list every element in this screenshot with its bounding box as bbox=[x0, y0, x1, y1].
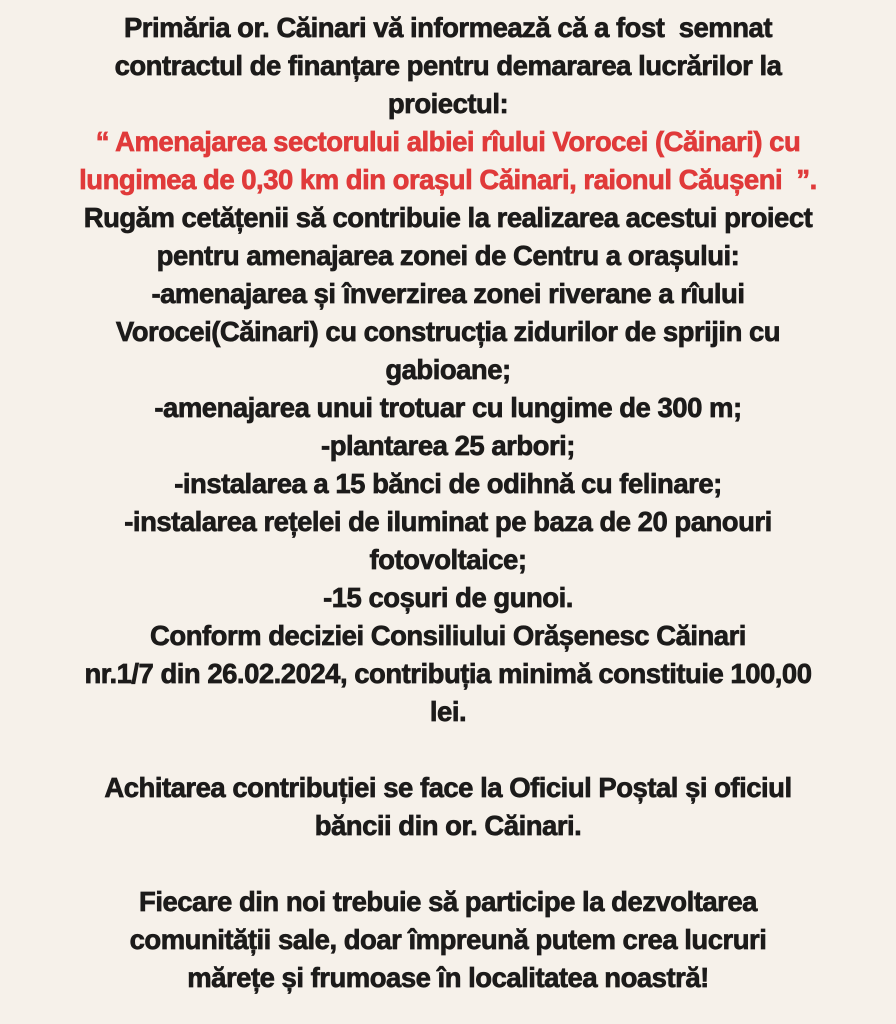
text-line: Rugăm cetățenii să contribuie la realizarea acestui proiect bbox=[83, 202, 813, 233]
text-line: proiectul: bbox=[387, 88, 509, 119]
text-line: lei. bbox=[429, 696, 467, 727]
text-line: -amenajarea și înverzirea zonei riverane a rîului bbox=[151, 278, 745, 309]
text-line: -instalarea a 15 bănci de odihnă cu felinare; bbox=[174, 468, 722, 499]
text-line: Primăria or. Căinari vă informează că a fost semnat bbox=[123, 12, 773, 43]
text-line: băncii din or. Căinari. bbox=[314, 810, 582, 841]
text-line: -amenajarea unui trotuar cu lungime de 300 m; bbox=[154, 392, 742, 423]
text-line: mărețe și frumoase în localitatea noastră! bbox=[187, 962, 709, 993]
project-title-paragraph bbox=[10, 123, 886, 199]
text-line: Achitarea contribuției se face la Oficiul Poștal și oficiul bbox=[104, 772, 792, 803]
text-line: -instalarea rețelei de iluminat pe baza de 20 panouri bbox=[124, 506, 772, 537]
closing-paragraph bbox=[10, 883, 886, 997]
text-line: contractul de finanțare pentru demararea lucrărilor la bbox=[114, 50, 782, 81]
text-line: -plantarea 25 arbori; bbox=[321, 430, 575, 461]
text-line: “ Amenajarea sectorului albiei rîului Vorocei (Căinari) cu bbox=[95, 126, 801, 157]
text-line: lungimea de 0,30 km din orașul Căinari, raionul Căușeni ”. bbox=[79, 164, 817, 195]
text-line: Vorocei(Căinari) cu construcția zidurilor de sprijin cu bbox=[115, 316, 781, 347]
text-line: gabioane; bbox=[385, 354, 511, 385]
text-line: -15 coșuri de gunoi. bbox=[323, 582, 573, 613]
text-line: pentru amenajarea zonei de Centru a orașului: bbox=[156, 240, 740, 271]
payment-paragraph bbox=[10, 769, 886, 845]
intro-paragraph bbox=[10, 9, 886, 123]
text-line: fotovoltaice; bbox=[369, 544, 527, 575]
text-line: Fiecare din noi trebuie să participe la dezvoltarea bbox=[139, 886, 757, 917]
text-line: nr.1/7 din 26.02.2024, contribuția minimă constituie 100,00 bbox=[84, 658, 812, 689]
text-line: Conform deciziei Consiliului Orășenesc Căinari bbox=[150, 620, 746, 651]
text-line: comunității sale, doar împreună putem crea lucruri bbox=[129, 924, 767, 955]
details-paragraph bbox=[10, 199, 886, 731]
